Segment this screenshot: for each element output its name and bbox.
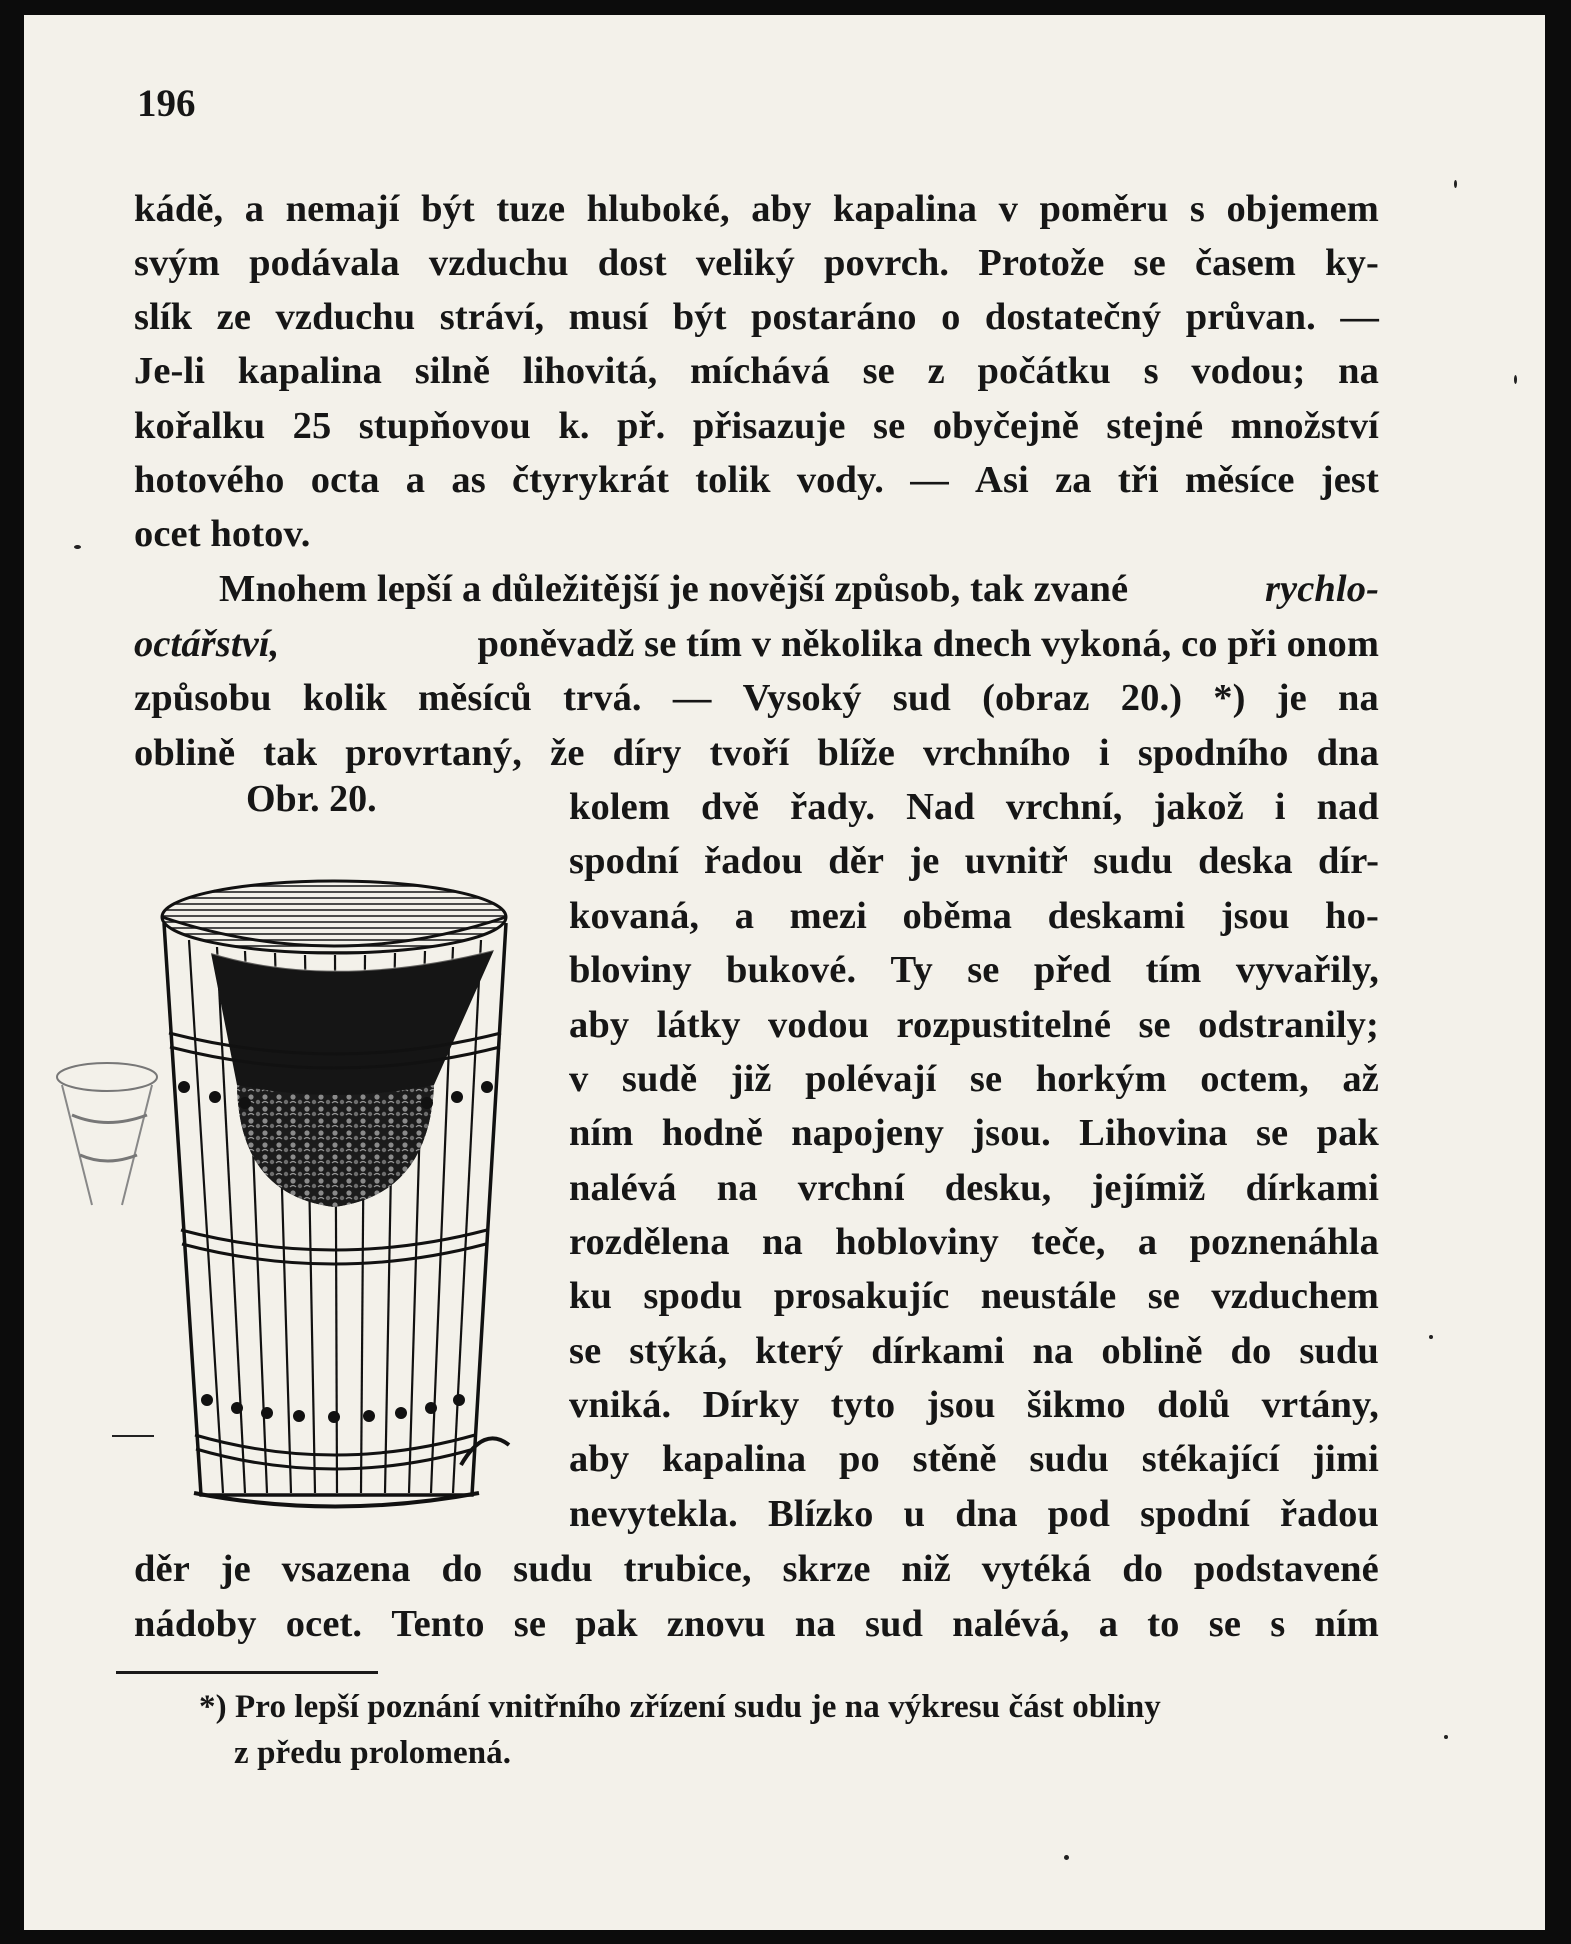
text-line: Mnohem lepší a důležitější je novější způsob, tak zvané rychlo- <box>219 568 1379 610</box>
word: sudu <box>1029 1438 1109 1480</box>
word: a <box>244 188 265 230</box>
word: nádoby <box>134 1603 257 1645</box>
book-page <box>24 15 1545 1930</box>
word: vodou <box>768 1004 870 1046</box>
word: vytéká <box>981 1548 1092 1590</box>
word: trubice, <box>623 1548 752 1590</box>
word: a <box>1098 1603 1119 1645</box>
word: tím <box>1145 949 1202 991</box>
text-line <box>134 734 1379 773</box>
footnote-rule <box>116 1671 378 1674</box>
text-line <box>134 244 1379 283</box>
text-line <box>569 842 1379 881</box>
word: horkým <box>1035 1058 1167 1100</box>
word: se <box>1255 1112 1289 1154</box>
word: dír- <box>1318 840 1379 882</box>
word: sudu <box>1093 840 1173 882</box>
word: který <box>755 1330 844 1372</box>
word: stejné <box>1106 405 1204 447</box>
word: v <box>569 1058 589 1100</box>
text-line <box>569 1114 1379 1153</box>
word: Protože <box>978 242 1105 284</box>
word: obyčejně <box>932 405 1079 447</box>
word: Lihovina <box>1079 1112 1228 1154</box>
word: s <box>1270 1603 1286 1645</box>
word: tvoří <box>709 732 790 774</box>
word: silně <box>414 350 491 392</box>
word: být <box>421 188 475 230</box>
text-line <box>134 679 1379 718</box>
word: niž <box>901 1548 951 1590</box>
word: dírkami <box>871 1330 1005 1372</box>
word: se <box>1147 1275 1180 1317</box>
word: vrchní <box>797 1167 905 1209</box>
word: poznenáhla <box>1189 1221 1379 1263</box>
word: je <box>220 1548 251 1590</box>
word: blíže <box>817 732 895 774</box>
word: deskami <box>1047 895 1186 937</box>
word: stráví, <box>439 296 545 338</box>
print-speck <box>74 545 81 549</box>
word: o <box>941 296 961 338</box>
word: je <box>909 840 940 882</box>
footnote-line: *) Pro lepší poznání vnitřního zřízení sudu je na výkresu část obliny <box>199 1689 1161 1725</box>
word: jsou <box>926 1384 996 1426</box>
figure-caption: Obr. 20. <box>246 778 377 820</box>
word: dna <box>955 1493 1018 1535</box>
word: hobloviny <box>835 1221 999 1263</box>
word: Je-li <box>134 350 206 392</box>
word: množství <box>1230 405 1379 447</box>
word: vyvařily, <box>1235 949 1379 991</box>
word: sud <box>892 677 951 719</box>
word: tři <box>1117 459 1159 501</box>
word: mezi <box>789 895 867 937</box>
text-line <box>569 951 1379 990</box>
word: se <box>873 405 906 447</box>
word: vsazena <box>281 1548 411 1590</box>
word: dírkami <box>1245 1167 1379 1209</box>
word: *) <box>1213 677 1246 719</box>
word: šikmo <box>1026 1384 1126 1426</box>
word: bukové. <box>726 949 857 991</box>
word: měsíců <box>417 677 532 719</box>
word: octa <box>310 459 380 501</box>
word: — <box>672 677 712 719</box>
word: ze <box>216 296 252 338</box>
word: tolik <box>695 459 771 501</box>
word: vrchní, <box>1005 786 1123 828</box>
word: ním <box>1314 1603 1379 1645</box>
word: podstavené <box>1193 1548 1379 1590</box>
word: odstranily; <box>1198 1004 1379 1046</box>
text-line <box>134 461 1379 500</box>
word: čtyrykrát <box>512 459 669 501</box>
word: sudu <box>513 1548 593 1590</box>
word: do <box>1122 1548 1164 1590</box>
word: Vysoký <box>742 677 862 719</box>
word: stékající <box>1141 1438 1280 1480</box>
word: prosakujíc <box>773 1275 950 1317</box>
word: je <box>1276 677 1307 719</box>
word: časem <box>1194 242 1296 284</box>
word: do <box>1230 1330 1272 1372</box>
text-line <box>569 1006 1379 1045</box>
word: vzduchu <box>275 296 416 338</box>
word: kovaná, <box>569 895 700 937</box>
word: skrze <box>782 1548 871 1590</box>
word: děr <box>134 1548 190 1590</box>
word: řadou <box>704 840 803 882</box>
word: Dírky <box>702 1384 800 1426</box>
word: tyto <box>830 1384 896 1426</box>
word: se <box>862 350 895 392</box>
word: spodní <box>569 840 679 882</box>
word: ho- <box>1325 895 1379 937</box>
text-line <box>134 407 1379 446</box>
word: — <box>1340 296 1379 338</box>
word: kolik <box>302 677 387 719</box>
word: na <box>1338 677 1379 719</box>
footnote-line: z předu prolomená. <box>234 1735 512 1771</box>
word: na <box>1032 1330 1074 1372</box>
word: se <box>1138 1004 1171 1046</box>
word: sudě <box>621 1058 698 1100</box>
print-artifact <box>52 1055 162 1215</box>
word: kapalina <box>832 188 978 230</box>
word: s <box>1143 350 1159 392</box>
word: a <box>405 459 426 501</box>
word: způsobu <box>134 677 272 719</box>
word: neustále <box>980 1275 1117 1317</box>
word: tuze <box>496 188 566 230</box>
word: ku <box>569 1275 613 1317</box>
word: teče, <box>1031 1221 1106 1263</box>
word: po <box>838 1438 880 1480</box>
word: k. <box>558 405 590 447</box>
word: Nad <box>906 786 975 828</box>
word: u <box>903 1493 926 1535</box>
word: povrch. <box>823 242 950 284</box>
word: díry <box>612 732 682 774</box>
word: hluboké, <box>586 188 730 230</box>
word: průvan. <box>1185 296 1316 338</box>
word: — <box>910 459 949 501</box>
word: nad <box>1316 786 1379 828</box>
word: i <box>1274 786 1286 828</box>
text-line <box>569 897 1379 936</box>
word: trvá. <box>563 677 642 719</box>
word: jsou. <box>972 1112 1051 1154</box>
word: objemem <box>1226 188 1379 230</box>
word: na <box>762 1221 803 1263</box>
word: přisazuje <box>692 405 846 447</box>
word: polévají <box>805 1058 937 1100</box>
word: podávala <box>249 242 400 284</box>
word: nevytekla. <box>569 1493 738 1535</box>
word: nemají <box>285 188 400 230</box>
text-line <box>134 352 1379 391</box>
word: řadou <box>1280 1493 1379 1535</box>
word: kádě, <box>134 188 224 230</box>
word: látky <box>656 1004 741 1046</box>
word: hotového <box>134 459 285 501</box>
word: oblině <box>134 732 236 774</box>
word: a <box>1137 1221 1158 1263</box>
text-line: octářství, poněvadž se tím v několika dnech vykoná, co při onom <box>134 623 1379 665</box>
print-speck <box>1514 375 1517 384</box>
word: stěně <box>912 1438 997 1480</box>
word: vniká. <box>569 1384 672 1426</box>
word: stupňovou <box>358 405 531 447</box>
word: pod <box>1047 1493 1111 1535</box>
word: jakož <box>1153 786 1244 828</box>
word: ním <box>569 1112 634 1154</box>
word: měsíce <box>1184 459 1295 501</box>
word: na <box>716 1167 758 1209</box>
word: vrtány, <box>1261 1384 1379 1426</box>
text-line <box>569 1060 1379 1099</box>
word: nalévá, <box>952 1603 1070 1645</box>
word: aby <box>569 1004 630 1046</box>
word: 20.) <box>1120 677 1183 719</box>
word: i <box>1098 732 1110 774</box>
word: na <box>794 1603 836 1645</box>
text-line <box>569 1332 1379 1371</box>
word: dost <box>597 242 667 284</box>
word: za <box>1055 459 1092 501</box>
word: kolem <box>569 786 671 828</box>
text-line <box>569 788 1379 827</box>
word: jsou <box>1220 895 1290 937</box>
word: již <box>730 1058 772 1100</box>
word: Ty <box>890 949 933 991</box>
text-line <box>569 1277 1379 1316</box>
word: rozpustitelné <box>896 1004 1112 1046</box>
word: pak <box>1316 1112 1379 1154</box>
word: jimi <box>1312 1438 1379 1480</box>
word: až <box>1342 1058 1379 1100</box>
word: z <box>927 350 945 392</box>
word: napojeny <box>791 1112 944 1154</box>
word: (obraz <box>982 677 1090 719</box>
word: dostatečný <box>984 296 1162 338</box>
italic-term: rychlo- <box>1264 568 1379 610</box>
word: s <box>1189 188 1205 230</box>
word: v <box>998 188 1018 230</box>
word: ocet. <box>285 1603 363 1645</box>
word: se <box>967 949 1000 991</box>
word: 25 <box>292 405 332 447</box>
word: před <box>1033 949 1112 991</box>
word: stýká, <box>629 1330 728 1372</box>
word: bloviny <box>569 949 692 991</box>
word: jejímiž <box>1091 1167 1206 1209</box>
word: že <box>550 732 585 774</box>
word: př. <box>616 405 666 447</box>
word: kapalina <box>237 350 382 392</box>
word: Tento <box>391 1603 485 1645</box>
word: děr <box>828 840 885 882</box>
word: se <box>1208 1603 1242 1645</box>
vinegar-barrel-illustration <box>149 865 519 1515</box>
print-speck <box>1064 1855 1069 1860</box>
word: nalévá <box>569 1167 677 1209</box>
word: sud <box>864 1603 924 1645</box>
word: to <box>1147 1603 1180 1645</box>
word: pak <box>575 1603 638 1645</box>
word: Blízko <box>768 1493 874 1535</box>
word: slík <box>134 296 193 338</box>
word: oběma <box>902 895 1013 937</box>
word: dolů <box>1157 1384 1231 1426</box>
word: uvnitř <box>964 840 1068 882</box>
print-speck <box>1454 180 1457 188</box>
word: postaráno <box>750 296 917 338</box>
word: dna <box>1316 732 1379 774</box>
word: míchává <box>690 350 830 392</box>
word: Asi <box>975 459 1029 501</box>
text-line <box>134 1605 1379 1644</box>
word: oblině <box>1101 1330 1203 1372</box>
word: lihovitá, <box>522 350 658 392</box>
word: do <box>441 1548 483 1590</box>
word: as <box>451 459 486 501</box>
word: být <box>672 296 727 338</box>
word: vodou; <box>1191 350 1306 392</box>
word: vody. <box>796 459 884 501</box>
word: deska <box>1198 840 1293 882</box>
word: poměru <box>1039 188 1169 230</box>
word: octem, <box>1200 1058 1309 1100</box>
word: vzduchu <box>428 242 569 284</box>
word: kapalina <box>662 1438 807 1480</box>
word: musí <box>568 296 649 338</box>
word: veliký <box>695 242 795 284</box>
italic-term: octářství, <box>134 623 280 665</box>
word: jest <box>1320 459 1379 501</box>
word: rozdělena <box>569 1221 730 1263</box>
word: se <box>1133 242 1166 284</box>
word: tak <box>263 732 318 774</box>
word: provrtaný, <box>345 732 522 774</box>
word: se <box>513 1603 547 1645</box>
word: svým <box>134 242 220 284</box>
text-line <box>134 190 1379 229</box>
text-line <box>569 1386 1379 1425</box>
text-line <box>569 1169 1379 1208</box>
word: aby <box>751 188 812 230</box>
word: spodu <box>643 1275 743 1317</box>
print-speck <box>112 1435 154 1437</box>
word: na <box>1338 350 1379 392</box>
word: řady. <box>790 786 876 828</box>
print-speck <box>1429 1335 1433 1339</box>
word: hodně <box>661 1112 763 1154</box>
print-speck <box>1444 1735 1448 1739</box>
word: se <box>569 1330 602 1372</box>
text-line <box>569 1440 1379 1479</box>
word: a <box>734 895 755 937</box>
word: aby <box>569 1438 630 1480</box>
word: kořalku <box>134 405 266 447</box>
text-line <box>569 1495 1379 1534</box>
word: znovu <box>666 1603 766 1645</box>
text-line: ocet hotov. <box>134 513 311 555</box>
word: počátku <box>977 350 1111 392</box>
word: ky- <box>1325 242 1379 284</box>
word: desku, <box>944 1167 1052 1209</box>
text-line <box>134 298 1379 337</box>
page-number: 196 <box>137 82 196 125</box>
text-line <box>134 1550 1379 1589</box>
word: spodního <box>1137 732 1289 774</box>
word: spodní <box>1140 1493 1250 1535</box>
word: vzduchem <box>1211 1275 1379 1317</box>
word: sudu <box>1299 1330 1379 1372</box>
word: se <box>969 1058 1003 1100</box>
word: dvě <box>701 786 760 828</box>
word: vrchního <box>923 732 1071 774</box>
text-line <box>569 1223 1379 1262</box>
